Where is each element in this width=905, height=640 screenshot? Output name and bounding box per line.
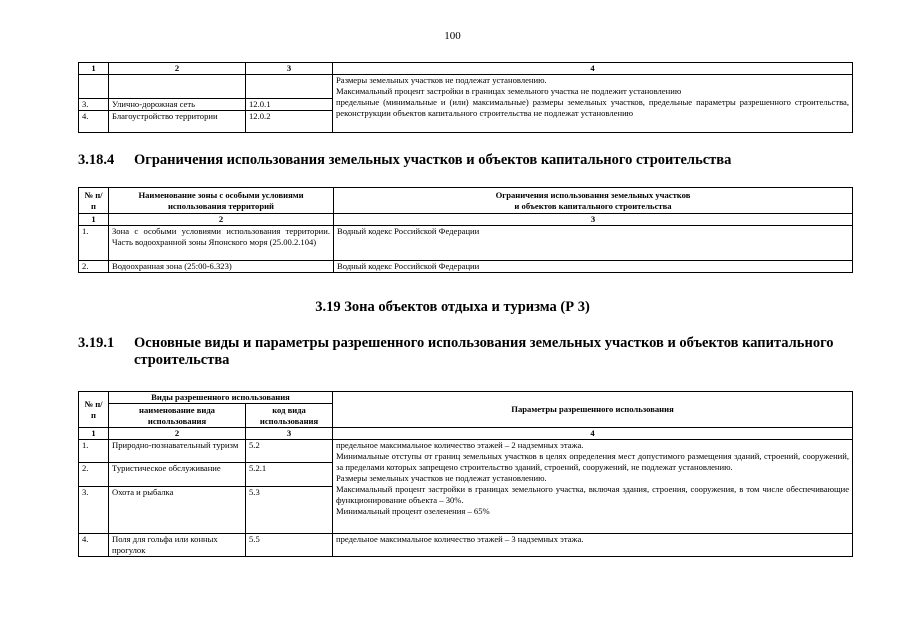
table-row: 3. Охота и рыбалка 5.3 [79, 487, 853, 534]
col-header: 4 [333, 63, 853, 75]
header-code: код вида использования [246, 404, 333, 428]
table-permitted-uses: № п/п Виды разрешенного использования Параметры разрешенного использования наименование вида использования код вида использования 1 2 3 4 1. Природно-познавательный туризм 5.2 предельное максимальное количество этажей – 2 надземных этажа. Минимальные отступы от границ земельных участков в целях определения мест допустимого размещения зданий, строений, сооружений, за пределами которых запрещено строительство зданий, строений, сооружений, не подлежат установлению. Размеры земельных участков не подлежат установлению. Максимальный процент застройки в границах земельного участка, включая здания, строения, сооружения, в том числе обеспечивающие функционирование объекта – 30%. Минимальный процент озеленения – 65% 2. Туристическое обслуживание 5.2.1 3. Охота и рыбалка 5.3 4. Поля для гольфа или конных прогулок 5.5 предельное максимальное количество этажей – 3 надземных этажа. [78, 391, 853, 557]
header-restrictions: Ограничения использования земельных участков и объектов капитального строительства [334, 188, 853, 214]
table-row: 4. Поля для гольфа или конных прогулок 5.5 предельное максимальное количество этажей – 3 надземных этажа. [79, 534, 853, 557]
table-row: 2. Туристическое обслуживание 5.2.1 [79, 463, 853, 487]
header-no: № п/п [79, 188, 109, 214]
col-header: 1 [79, 63, 109, 75]
table-restrictions: № п/п Наименование зоны с особыми условиями использования территорий Ограничения использования земельных участков и объектов капитального строительства 1 2 3 1. Зона с особыми условиями использования территории. Часть водоохранной зоны Японского моря (25.00.2.104) Водный кодекс Российской Федерации 2. Водоохранная зона (25:00-6.323) Водный кодекс Российской Федерации [78, 187, 853, 273]
header-vid: Виды разрешенного использования [109, 392, 333, 404]
table-row: 1. Природно-познавательный туризм 5.2 предельное максимальное количество этажей – 2 надземных этажа. Минимальные отступы от границ земельных участков в целях определения мест допустимого размещения зданий, строений, сооружений, за пределами которых запрещено строительство зданий, строений, сооружений, не подлежат установлению. Размеры земельных участков не подлежат установлению. Максимальный процент застройки в границах земельного участка, включая здания, строения, сооружения, в том числе обеспечивающие функционирование объекта – 30%. Минимальный процент озеленения – 65% [79, 440, 853, 463]
header-params: Параметры разрешенного использования [333, 392, 853, 428]
col-header: 3 [246, 63, 333, 75]
col-header: 2 [109, 63, 246, 75]
table-row: 4. Благоустройство территории 12.0.2 [79, 111, 853, 133]
header-name: наименование вида использования [109, 404, 246, 428]
heading-3-18-4: 3.18.4 Ограничения использования земельных участков и объектов капитального строительства [78, 152, 732, 168]
heading-3-19: 3.19 Зона объектов отдыха и туризма (Р 3) [315, 299, 590, 315]
table-row [79, 75, 853, 99]
header-zone: Наименование зоны с особыми условиями использования территорий [109, 188, 334, 214]
table-row: 3. Улично-дорожная сеть 12.0.1 [79, 99, 853, 111]
params-cell: предельное максимальное количество этажей – 2 надземных этажа. Минимальные отступы от границ земельных участков в целях определения мест допустимого размещения зданий, строений, сооружений, за пределами которых запрещено строительство зданий, строений, сооружений, не подлежат установлению. Размеры земельных участков не подлежат установлению. Максимальный процент застройки в границах земельного участка, включая здания, строения, сооружения, в том числе обеспечивающие функционирование объекта – 30%. Минимальный процент озеленения – 65% [333, 440, 853, 534]
table-row: 2. Водоохранная зона (25:00-6.323) Водный кодекс Российской Федерации [79, 261, 853, 273]
params-cell: Размеры земельных участков не подлежат установлению. Максимальный процент застройки в границах земельного участка не подлежит установлению предельные (минимальные и (или) максимальные) размеры земельных участков, предельные параметры разрешенного строительства, реконструкции объектов капитального строительства не подлежат установлению [333, 75, 853, 133]
header-no: № п/п [79, 392, 109, 428]
table-continuation [78, 62, 853, 133]
table-row: 1. Зона с особыми условиями использования территории. Часть водоохранной зоны Японского моря (25.00.2.104) Водный кодекс Российской Федерации [79, 226, 853, 261]
heading-3-19-1: 3.19.1 Основные виды и параметры разрешенного использования земельных участков и объектов капитального строительства [78, 335, 834, 368]
page-number: 100 [444, 30, 461, 42]
